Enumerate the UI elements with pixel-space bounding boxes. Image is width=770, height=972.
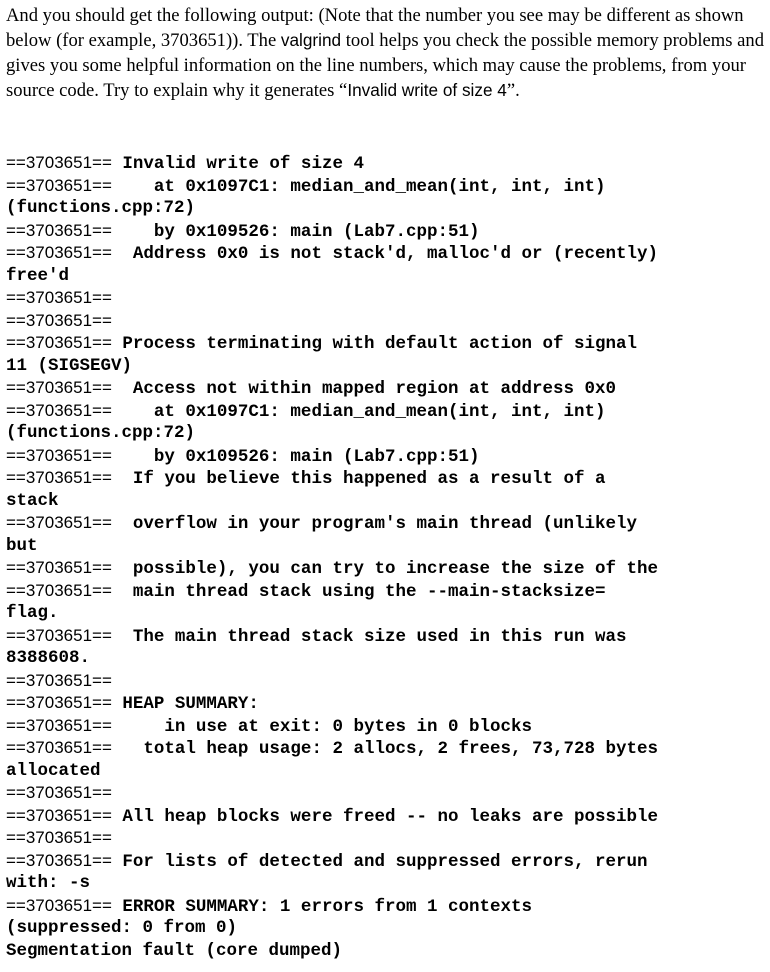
console-message: allocated bbox=[6, 760, 101, 781]
console-line bbox=[6, 782, 766, 805]
console-line bbox=[6, 422, 766, 445]
console-message: by 0x109526: main (Lab7.cpp:51) bbox=[111, 221, 480, 242]
console-line bbox=[6, 265, 766, 288]
console-message: with: -s bbox=[6, 873, 91, 893]
console-line bbox=[6, 400, 766, 423]
console-line bbox=[6, 827, 766, 850]
console-line bbox=[6, 445, 766, 468]
console-message: (suppressed: 0 from 0) bbox=[6, 918, 238, 938]
tool-name: valgrind bbox=[280, 30, 342, 51]
console-line bbox=[6, 242, 766, 265]
console-message: Segmentation fault (core dumped) bbox=[6, 940, 343, 961]
process-id: ==3703651== bbox=[6, 288, 112, 307]
process-id: ==3703651== bbox=[6, 333, 112, 352]
process-id: ==3703651== bbox=[6, 400, 112, 420]
console-message: All heap blocks were freed -- no leaks are possible bbox=[111, 806, 658, 827]
console-message: by 0x109526: main (Lab7.cpp:51) bbox=[111, 446, 480, 467]
intro-paragraph bbox=[6, 4, 764, 104]
quoted-error: Invalid write of size 4 bbox=[347, 80, 507, 101]
console-message: The main thread stack size used in this run was bbox=[111, 626, 627, 647]
process-id: ==3703651== bbox=[6, 828, 112, 847]
console-message: (functions.cpp:72) bbox=[6, 423, 196, 443]
process-id: ==3703651== bbox=[6, 310, 112, 330]
process-id: ==3703651== bbox=[6, 378, 112, 397]
intro-text-3: ”. bbox=[506, 80, 520, 102]
console-line bbox=[6, 850, 766, 873]
console-line bbox=[6, 535, 766, 558]
console-line bbox=[6, 287, 766, 310]
console-message: possible), you can try to increase the size of the bbox=[111, 559, 658, 579]
console-line bbox=[6, 152, 766, 175]
console-line bbox=[6, 310, 766, 333]
valgrind-output bbox=[6, 152, 766, 962]
console-line bbox=[6, 895, 766, 918]
process-id: ==3703651== bbox=[6, 468, 112, 487]
process-id: ==3703651== bbox=[6, 738, 112, 757]
console-message: flag. bbox=[6, 603, 59, 623]
console-line bbox=[6, 377, 766, 400]
process-id: ==3703651== bbox=[6, 558, 112, 577]
process-id: ==3703651== bbox=[6, 783, 112, 802]
intro-text-2: tool helps you check the possible memory problems and gives you some helpful information on the line numbers, which may cause the problems, from your source code. Try to explain why it generates “ bbox=[6, 30, 765, 102]
console-line bbox=[6, 467, 766, 490]
process-id: ==3703651== bbox=[6, 895, 112, 915]
console-message: ERROR SUMMARY: 1 errors from 1 contexts bbox=[111, 896, 532, 917]
console-line bbox=[6, 602, 766, 625]
console-message: Invalid write of size 4 bbox=[111, 154, 364, 174]
console-message: total heap usage: 2 allocs, 2 frees, 73,728 bytes bbox=[111, 739, 658, 759]
console-line bbox=[6, 557, 766, 580]
console-line bbox=[6, 872, 766, 895]
console-message: Access not within mapped region at address 0x0 bbox=[111, 379, 616, 399]
console-line bbox=[6, 197, 766, 220]
console-message: main thread stack using the --main-stacksize= bbox=[111, 581, 606, 602]
console-message: free'd bbox=[6, 265, 70, 286]
console-message: at 0x1097C1: median_and_mean(int, int, int) bbox=[111, 176, 606, 197]
console-message: Address 0x0 is not stack'd, malloc'd or (recently) bbox=[111, 244, 658, 264]
console-message: If you believe this happened as a result of a bbox=[111, 469, 606, 489]
process-id: ==3703651== bbox=[6, 153, 112, 172]
process-id: ==3703651== bbox=[6, 243, 112, 262]
console-line bbox=[6, 580, 766, 603]
process-id: ==3703651== bbox=[6, 445, 112, 465]
console-message: For lists of detected and suppressed errors, rerun bbox=[111, 851, 648, 872]
console-line bbox=[6, 760, 766, 783]
process-id: ==3703651== bbox=[6, 715, 112, 735]
process-id: ==3703651== bbox=[6, 670, 112, 690]
console-line bbox=[6, 490, 766, 513]
console-line bbox=[6, 355, 766, 378]
process-id: ==3703651== bbox=[6, 625, 112, 645]
console-message: at 0x1097C1: median_and_mean(int, int, int) bbox=[111, 401, 606, 422]
console-message: 8388608. bbox=[6, 648, 91, 668]
console-message: HEAP SUMMARY: bbox=[111, 694, 259, 714]
intro-text-1: And you should get the following output: (Note that the number you see may be different as shown below (for example, 3703651)). The bbox=[6, 5, 744, 52]
process-id: ==3703651== bbox=[6, 580, 112, 600]
process-id: ==3703651== bbox=[6, 513, 112, 532]
console-line bbox=[6, 805, 766, 828]
process-id: ==3703651== bbox=[6, 175, 112, 195]
process-id: ==3703651== bbox=[6, 220, 112, 240]
console-line bbox=[6, 175, 766, 198]
console-line bbox=[6, 512, 766, 535]
console-line bbox=[6, 940, 766, 963]
console-line bbox=[6, 692, 766, 715]
process-id: ==3703651== bbox=[6, 805, 112, 825]
console-line bbox=[6, 220, 766, 243]
console-line bbox=[6, 917, 766, 940]
console-line bbox=[6, 647, 766, 670]
console-line bbox=[6, 737, 766, 760]
console-line bbox=[6, 625, 766, 648]
console-message: but bbox=[6, 535, 38, 556]
console-line bbox=[6, 670, 766, 693]
console-line bbox=[6, 715, 766, 738]
console-line bbox=[6, 332, 766, 355]
process-id: ==3703651== bbox=[6, 850, 112, 870]
console-message: in use at exit: 0 bytes in 0 blocks bbox=[111, 716, 532, 737]
console-message: Process terminating with default action of signal bbox=[111, 334, 637, 354]
process-id: ==3703651== bbox=[6, 693, 112, 712]
console-message: (functions.cpp:72) bbox=[6, 198, 196, 218]
console-message: overflow in your program's main thread (unlikely bbox=[111, 514, 637, 534]
console-message: 11 (SIGSEGV) bbox=[6, 355, 133, 376]
console-message: stack bbox=[6, 490, 59, 511]
